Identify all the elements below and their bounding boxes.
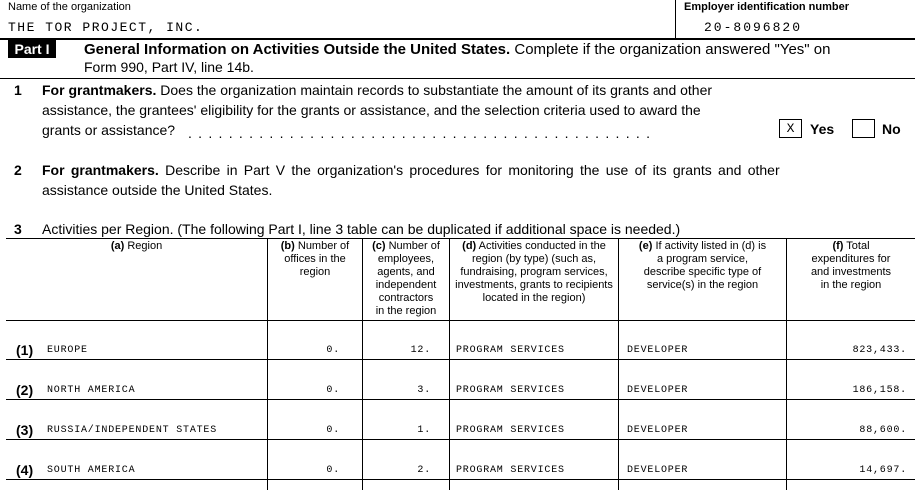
line1-lead: For grantmakers. [42,82,157,98]
offices-cell: 0. [326,385,340,396]
column-header-line [450,279,618,292]
expenditures-cell: 14,697. [859,465,907,476]
column-header-text: in the region [375,305,437,317]
part-title-line1 [84,40,830,60]
column-header-line [363,240,449,253]
expenditures-cell: 186,158. [852,385,907,396]
line2-number: 2 [14,162,22,178]
column-header-line [363,292,449,305]
part-title: General Information on Activities Outside the United States. [84,41,511,58]
column-header-line [268,266,362,279]
column-header-line [268,253,362,266]
column-header-text: agents, and [377,266,435,278]
line3-text: Activities per Region. (The following Part I, line 3 table can be duplicated if additional space is needed.) [42,221,681,237]
column-header-text: region [299,266,331,278]
line1-text-c: grants or assistance? [42,122,176,138]
column-header-line [619,253,786,266]
column-header-line [363,279,449,292]
column-header [268,240,362,279]
org-name-value: THE TOR PROJECT, INC. [8,20,204,35]
column-header-text: Activities conducted in the [478,240,606,252]
column-header-text: Region [127,240,163,252]
column-header-line [363,305,449,318]
line1-text-a [42,80,712,100]
no-label: No [882,121,901,137]
activities-cell: PROGRAM SERVICES [456,345,565,356]
column-header [787,240,915,292]
service-cell: DEVELOPER [627,345,689,356]
column-letter: (c) [372,240,386,252]
column-header-text: Number of [297,240,350,252]
row-number: (4) [16,462,34,478]
yes-label: Yes [810,121,835,137]
employees-cell: 12. [410,345,431,356]
row-rule [6,399,915,400]
part-title-line2: Form 990, Part IV, line 14b. [84,59,254,75]
region-cell: SOUTH AMERICA [47,465,136,476]
column-letter: (f) [832,240,844,252]
column-header-line [787,279,915,292]
column-header-text: and investments [810,266,892,278]
yes-checkbox[interactable]: X [779,119,802,138]
column-header-text: offices in the [284,253,346,265]
offices-cell: 0. [326,465,340,476]
column-header-line [787,240,915,253]
column-header-line [450,292,618,305]
column-header-text: Number of [388,240,440,252]
column-header [450,240,618,305]
column-header-text: If activity listed in (d) is [655,240,767,252]
activities-cell: PROGRAM SERVICES [456,465,565,476]
row-rule [6,359,915,360]
column-header-line [619,279,786,292]
line1-text: Does the organization maintain records to substantiate the amount of its grants and other [160,82,713,98]
line2-text: Describe in Part V the organization's procedures for monitoring the use of its grants and other [165,162,780,178]
line3-number: 3 [14,221,22,237]
row-number: (3) [16,422,34,438]
row-number: (2) [16,382,34,398]
employees-cell: 3. [417,385,431,396]
header-divider [675,0,676,38]
part-rule [0,78,915,79]
region-cell: EUROPE [47,345,88,356]
column-header-line [363,266,449,279]
column-header-text: a program service, [656,253,749,265]
ein-label: Employer identification number [684,1,850,13]
column-header-line [363,253,449,266]
column-header-text: service(s) in the region [646,279,759,291]
column-letter: (a) [110,240,125,252]
part-label: Part I [8,40,56,58]
service-cell: DEVELOPER [627,465,689,476]
column-header-text: expenditures for [811,253,891,265]
org-name-label: Name of the organization [8,1,131,13]
table-top-rule [6,238,915,239]
region-cell: RUSSIA/INDEPENDENT STATES [47,425,218,436]
column-header-text: fundraising, program services, [460,266,608,278]
column-header-text: located in the region) [482,292,586,304]
column-header-text: describe specific type of [643,266,762,278]
column-header-line [450,253,618,266]
line1-leader-dots: . . . . . . . . . . . . . . . . . . . . . . . . . . . . . . . . . . . . . . . . . . . . . . [188,125,652,141]
column-header-line [787,253,915,266]
region-cell: NORTH AMERICA [47,385,136,396]
column-header-text: contractors [378,292,434,304]
row-rule [6,479,915,480]
column-header [363,240,449,318]
column-header [619,240,786,292]
offices-cell: 0. [326,345,340,356]
column-header-text: in the region [820,279,882,291]
activities-cell: PROGRAM SERVICES [456,425,565,436]
column-header-line [619,240,786,253]
column-header-text: employees, [377,253,435,265]
line2-lead: For grantmakers. [42,162,159,178]
activities-cell: PROGRAM SERVICES [456,385,565,396]
ein-value: 20-8096820 [704,20,803,35]
column-header-text: Total [846,240,870,252]
column-header-line [450,266,618,279]
column-header-line [6,240,267,253]
part-title-rest: Complete if the organization answered "Yes" on [514,41,831,58]
table-header-rule [6,320,915,321]
offices-cell: 0. [326,425,340,436]
column-header-line [619,266,786,279]
column-header-text: region (by type) (such as, [471,253,597,265]
column-header-text: independent [375,279,437,291]
line1-number: 1 [14,82,22,98]
column-header-line [450,240,618,253]
no-checkbox[interactable] [852,119,875,138]
row-rule [6,439,915,440]
column-header-text: investments, grants to recipients [455,279,613,291]
row-number: (1) [16,342,34,358]
line2-text-a [42,160,780,180]
expenditures-cell: 823,433. [852,345,907,356]
column-header-line [787,266,915,279]
column-letter: (b) [280,240,295,252]
column-header-line [268,240,362,253]
line2-text-b: assistance outside the United States. [42,182,273,198]
expenditures-cell: 88,600. [859,425,907,436]
employees-cell: 2. [417,465,431,476]
service-cell: DEVELOPER [627,425,689,436]
column-header [6,240,267,253]
employees-cell: 1. [417,425,431,436]
service-cell: DEVELOPER [627,385,689,396]
column-letter: (d) [462,240,477,252]
column-letter: (e) [638,240,653,252]
line1-text-b: assistance, the grantees' eligibility for the grants or assistance, and the selection criteria used to award the [42,102,701,118]
